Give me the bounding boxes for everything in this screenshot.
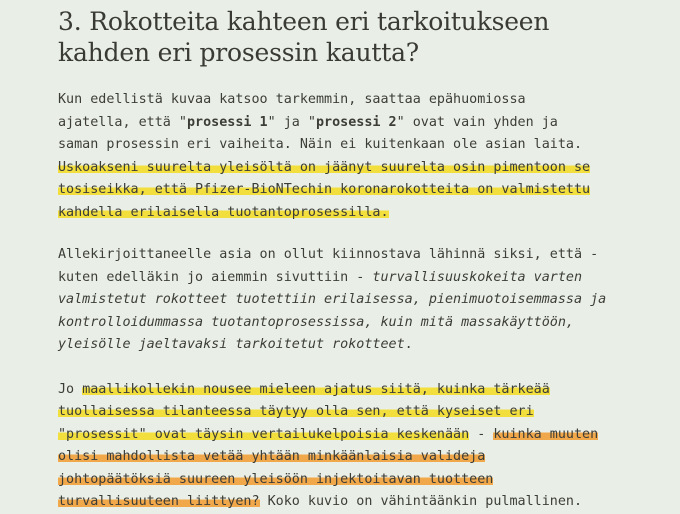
process-2-term: prosessi 2 bbox=[316, 114, 397, 130]
p2-line2-pre: kuten edelläkin jo aiemmin sivuttiin - bbox=[58, 269, 373, 285]
p1-line2-mid: " ja " bbox=[267, 114, 316, 130]
section-heading bbox=[58, 6, 640, 68]
p1-line3: saman prosessin eri vaiheita. Näin ei kuitenkaan ole asian laita. bbox=[58, 137, 583, 152]
p3-highlight-yellow-3: "prosessit" ovat täysin vertailukelpoisia keskenään bbox=[58, 426, 470, 442]
p2-italic-4: yleisölle jaeltavaksi tarkoitetut rokotteet bbox=[58, 337, 405, 352]
p3-highlight-orange-2: olisi mahdollista vetää yhtään minkäänlaisia valideja bbox=[58, 449, 486, 464]
highlight-yellow-1: Uskoakseni suurelta yleisöltä on jäänyt suurelta osin pimentoon se bbox=[58, 159, 591, 175]
highlight-yellow-3: kahdella erilaisella tuotantoprosessilla. bbox=[58, 204, 389, 220]
paragraph-2 bbox=[58, 244, 640, 357]
paragraph-3 bbox=[58, 379, 640, 514]
highlight-yellow-2: tosiseikka, että Pfizer-BioNTechin koronarokotteita on valmistettu bbox=[58, 182, 591, 197]
p3-highlight-orange-4: turvallisuuteen liittyen? bbox=[58, 494, 260, 509]
p1-line1: Kun edellistä kuvaa katsoo tarkemmin, saattaa epähuomiossa bbox=[58, 92, 526, 107]
process-1-term: prosessi 1 bbox=[187, 114, 268, 130]
p2-line5-end: . bbox=[404, 337, 413, 352]
p2-line1: Allekirjoittaneelle asia on ollut kiinnostava lähinnä siksi, että - bbox=[58, 247, 599, 262]
paragraph-1 bbox=[58, 89, 640, 224]
p1-line2-post: " ovat vain yhden ja bbox=[396, 114, 558, 130]
p3-highlight-orange-3: johtopäätöksiä suureen yleisöön injektoitavan tuotteen bbox=[58, 471, 494, 487]
p2-italic-1: turvallisuuskokeita varten bbox=[372, 269, 583, 285]
p3-highlight-yellow-1: maallikollekin nousee mieleen ajatus siitä, kuinka tärkeää bbox=[82, 381, 550, 397]
p3-tail: Koko kuvio on vähintäänkin pulmallinen. bbox=[259, 494, 583, 509]
p3-lead: Jo bbox=[58, 381, 83, 397]
p3-dash: - bbox=[469, 426, 494, 442]
section-heading-line2: kahden eri prosessin kautta? bbox=[58, 38, 419, 67]
p1-line2-pre: ajatella, että " bbox=[58, 114, 187, 130]
p3-highlight-orange-1: kuinka muuten bbox=[493, 426, 599, 442]
article-body bbox=[58, 89, 640, 514]
p3-highlight-yellow-2: tuollaisessa tilanteessa täytyy olla sen, että kyseiset eri bbox=[58, 404, 534, 419]
p2-italic-2: valmistetut rokotteet tuotettiin erilaisessa, pienimuotoisemmassa ja bbox=[58, 292, 607, 307]
section-heading-line1: 3. Rokotteita kahteen eri tarkoitukseen bbox=[58, 7, 550, 36]
p2-italic-3: kontrolloidummassa tuotantoprosessissa, kuin mitä massakäyttöön, bbox=[58, 314, 574, 330]
